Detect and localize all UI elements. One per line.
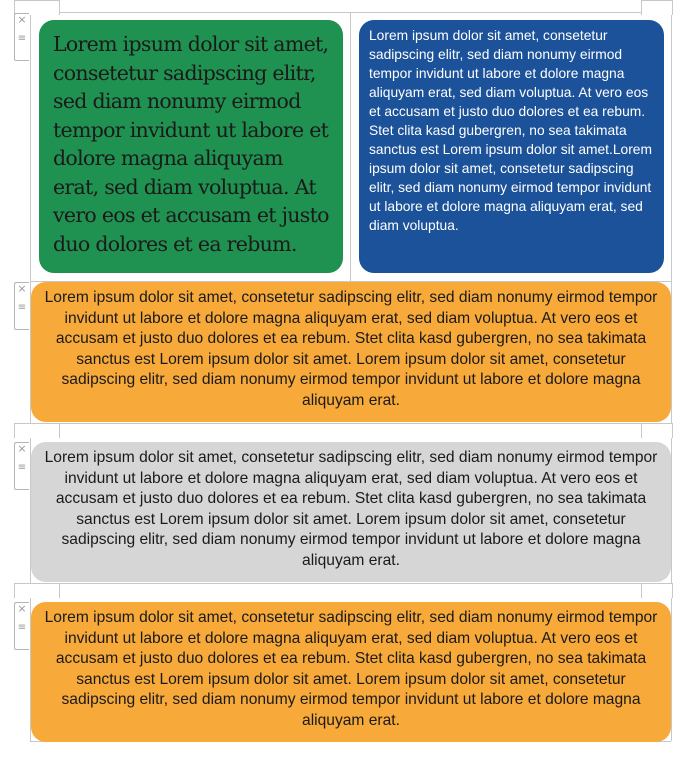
grid-cell-strip xyxy=(641,583,673,598)
close-icon[interactable]: × xyxy=(17,602,27,615)
gray-text-block[interactable]: Lorem ipsum dolor sit amet, consetetur sadipscing elitr, sed diam nonumy eirmod tempor invidunt ut labore et dolore magna aliquyam erat, sed diam voluptua. At vero eos et accusam et justo duo dolores et ea rebum. Stet clita kasd gubergren, no sea takimata sanctus est Lorem ipsum dolor sit amet. Lorem ipsum dolor sit amet, consetetur sadipscing elitr, sed diam nonumy eirmod tempor invidunt ut labore et dolore magna aliquyam erat. xyxy=(31,442,671,582)
green-text-block[interactable]: Lorem ipsum dolor sit amet, consetetur sadipscing elitr, sed diam nonumy eirmod tempor invidunt ut labore et dolore magna aliquyam erat, sed diam voluptua. At vero eos et accusam et justo duo dolores et ea rebum. xyxy=(39,20,343,273)
grid-cell-strip xyxy=(14,583,60,598)
grid-line-right xyxy=(671,0,672,741)
close-icon[interactable]: × xyxy=(17,442,27,455)
close-icon[interactable]: × xyxy=(17,282,27,295)
blue-text-block[interactable]: Lorem ipsum dolor sit amet, consetetur sadipscing elitr, sed diam nonumy eirmod tempor invidunt ut labore et dolore magna aliquyam erat, sed diam voluptua. At vero eos et accusam et justo duo dolores et ea rebum. Stet clita kasd gubergren, no sea takimata sanctus est Lorem ipsum dolor sit amet.Lorem ipsum dolor sit amet, consetetur sadipscing elitr, sed diam nonumy eirmod tempor invidunt ut labore et dolore magna aliquyam erat, sed diam voluptua. xyxy=(359,20,664,273)
drag-menu-icon[interactable]: ≡ xyxy=(17,302,27,313)
row-handle-4[interactable] xyxy=(14,602,29,650)
row-handle-1[interactable] xyxy=(14,13,29,61)
drag-menu-icon[interactable]: ≡ xyxy=(17,622,27,633)
drag-menu-icon[interactable]: ≡ xyxy=(17,462,27,473)
drag-menu-icon[interactable]: ≡ xyxy=(17,33,27,44)
row-handle-2[interactable] xyxy=(14,282,29,330)
orange-text-block-2[interactable]: Lorem ipsum dolor sit amet, consetetur sadipscing elitr, sed diam nonumy eirmod tempor invidunt ut labore et dolore magna aliquyam erat, sed diam voluptua. At vero eos et accusam et justo duo dolores et ea rebum. Stet clita kasd gubergren, no sea takimata sanctus est Lorem ipsum dolor sit amet. Lorem ipsum dolor sit amet, consetetur sadipscing elitr, sed diam nonumy eirmod tempor invidunt ut labore et dolore magna aliquyam erat. xyxy=(31,602,671,742)
grid-line-row3-bottom xyxy=(14,583,671,584)
close-icon[interactable]: × xyxy=(17,13,27,26)
grid-cell-strip xyxy=(14,423,60,438)
grid-line-col-divider xyxy=(350,12,351,282)
row-handle-3[interactable] xyxy=(14,442,29,490)
grid-cell-strip xyxy=(641,0,673,15)
orange-text-block-1[interactable]: Lorem ipsum dolor sit amet, consetetur sadipscing elitr, sed diam nonumy eirmod tempor invidunt ut labore et dolore magna aliquyam erat, sed diam voluptua. At vero eos et accusam et justo duo dolores et ea rebum. Stet clita kasd gubergren, no sea takimata sanctus est Lorem ipsum dolor sit amet. Lorem ipsum dolor sit amet, consetetur sadipscing elitr, sed diam nonumy eirmod tempor invidunt ut labore et dolore magna aliquyam erat. xyxy=(31,282,671,422)
grid-line-row2-bottom xyxy=(14,423,671,424)
grid-cell-strip xyxy=(641,423,673,438)
